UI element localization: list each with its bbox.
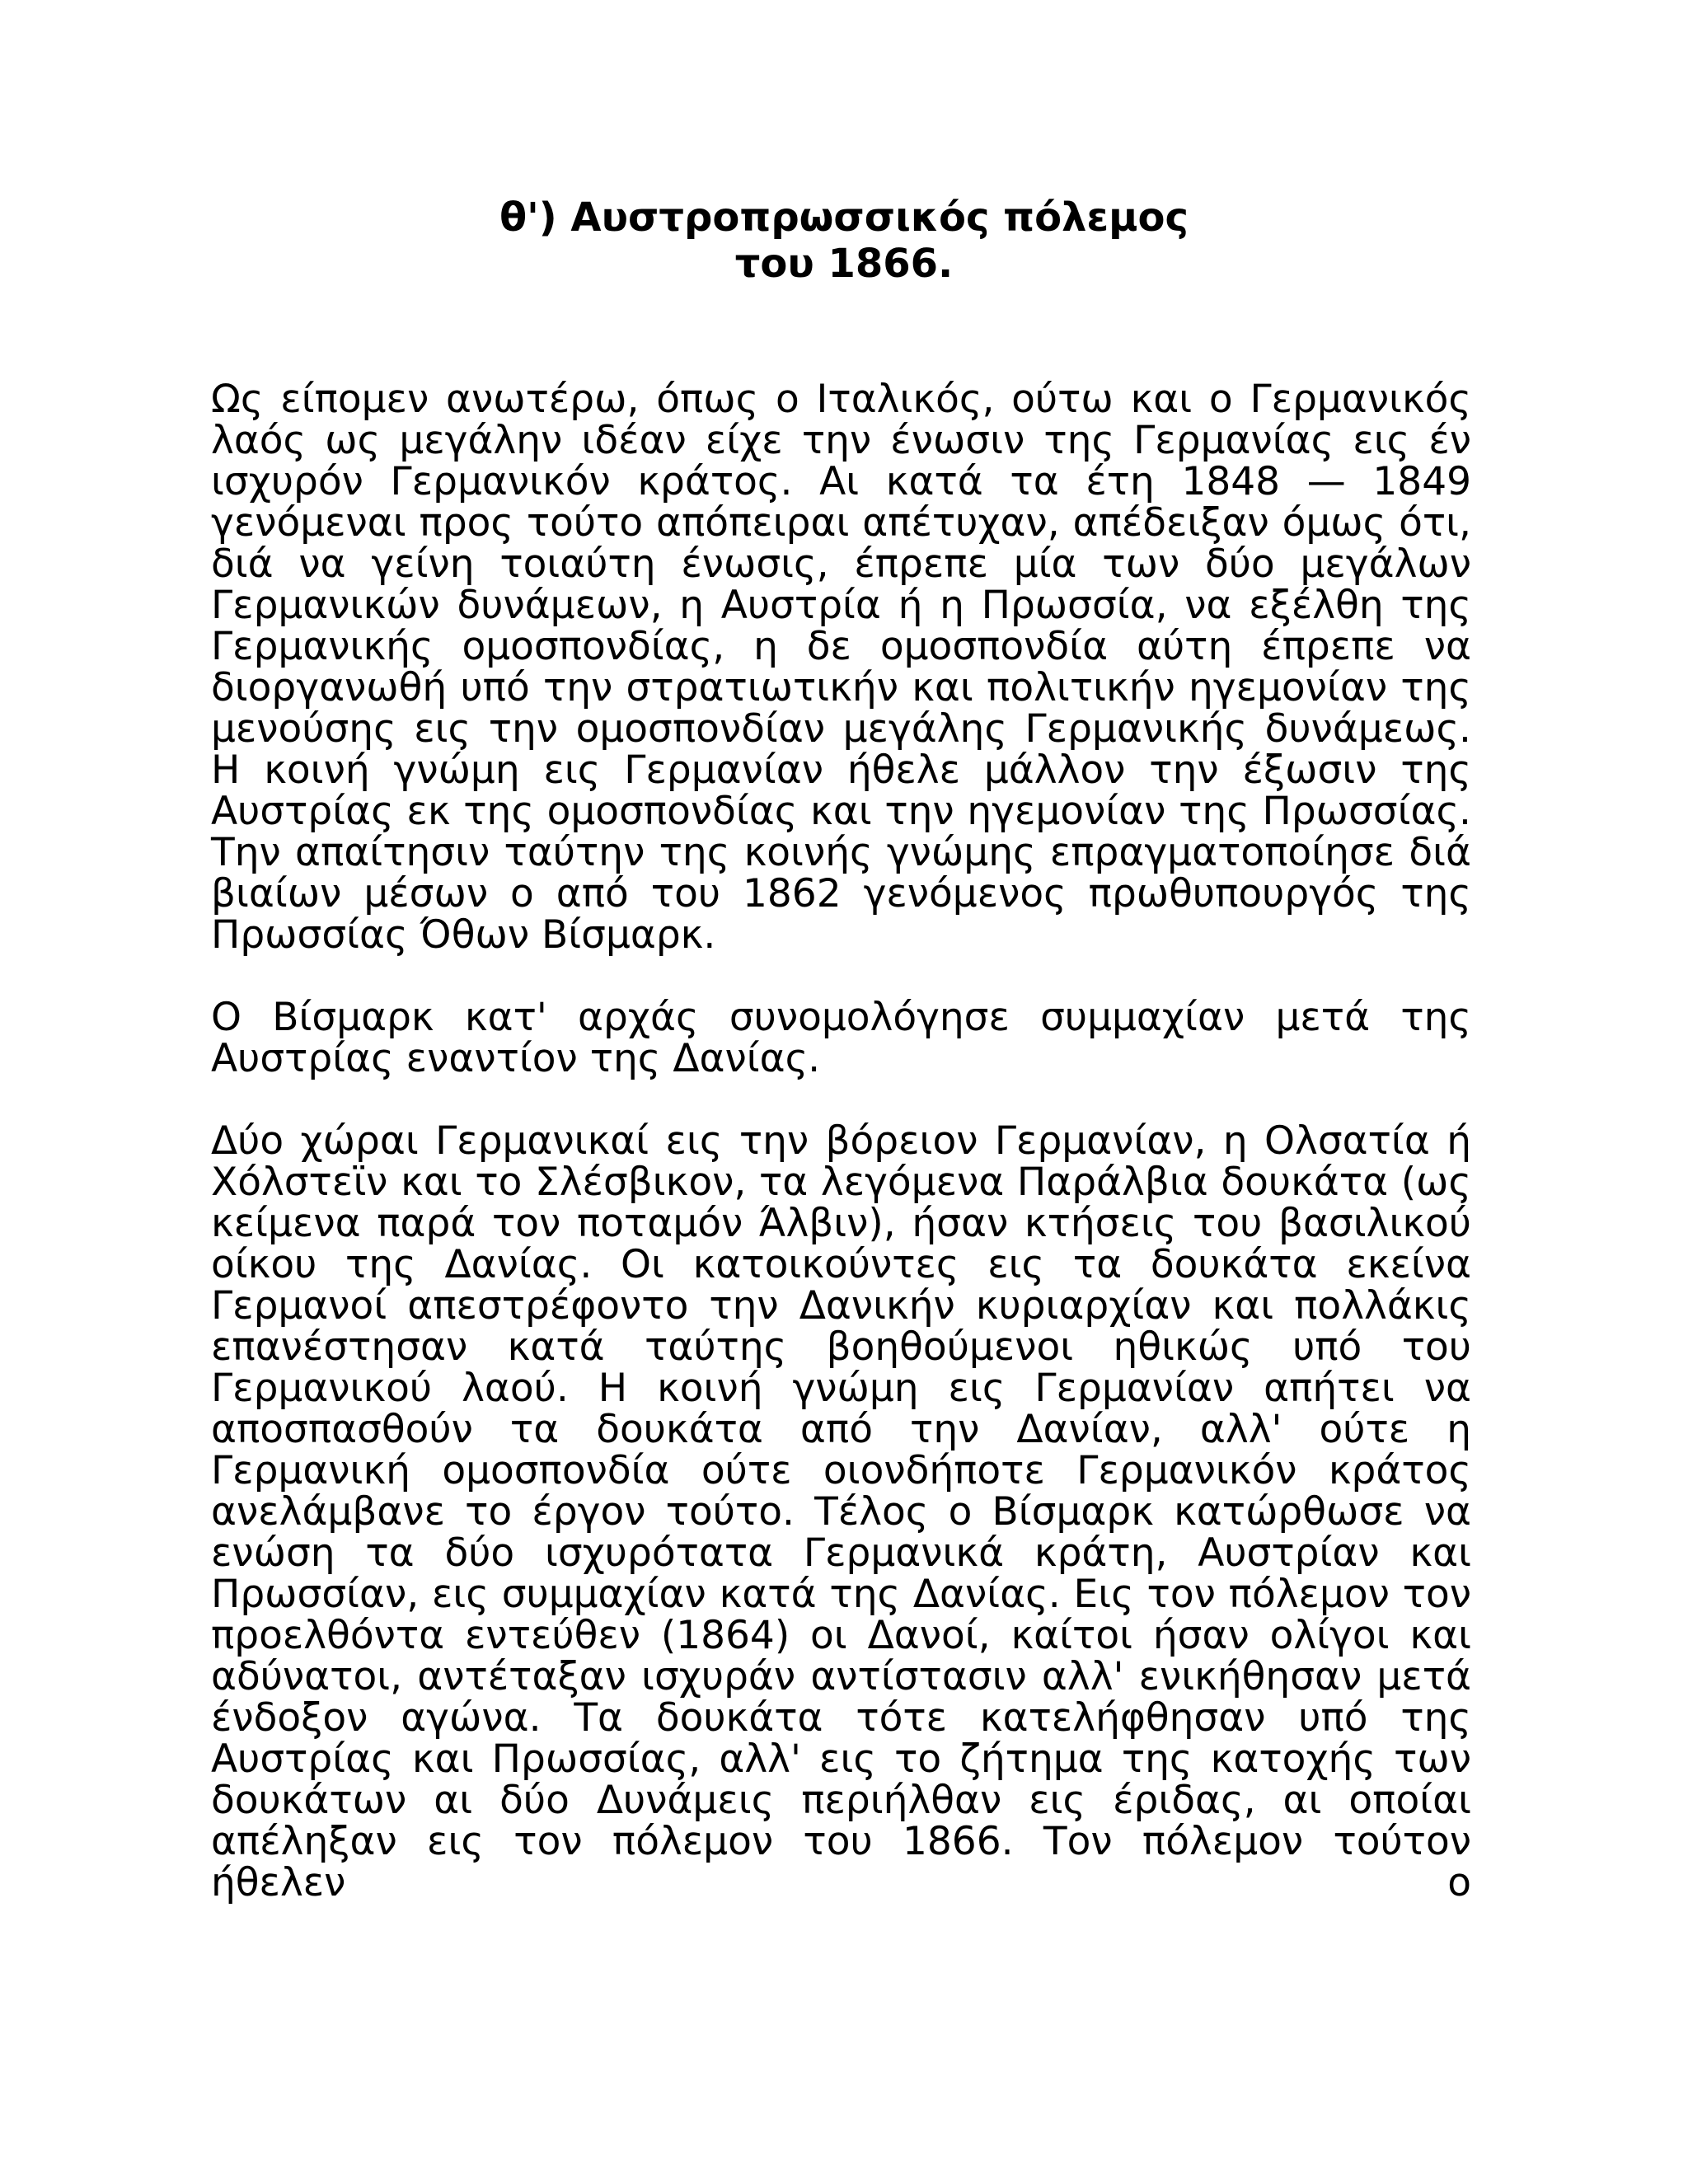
body-text	[211, 379, 1471, 1904]
paragraph-1: Ως είπομεν ανωτέρω, όπως ο Ιταλικός, ούτω και ο Γερμανικός λαός ως μεγάλην ιδέαν είχε την ένωσιν της Γερμανίας εις έν ισχυρόν Γερμανικόν κράτος. Αι κατά τα έτη 1848 — 1849 γενόμεναι προς τούτο απόπειραι απέτυχαν, απέδειξαν όμως ότι, διά να γείνη τοιαύτη ένωσις, έπρεπε μία των δύο μεγάλων Γερμανικών δυνάμεων, η Αυστρία ή η Πρωσσία, να εξέλθη της Γερμανικής ομοσπονδίας, η δε ομοσπονδία αύτη έπρεπε να διοργανωθή υπό την στρατιωτικήν και πολιτικήν ηγεμονίαν της μενούσης εις την ομοσπονδίαν μεγάλης Γερμανικής δυνάμεως. Η κοινή γνώμη εις Γερμανίαν ήθελε μάλλον την έξωσιν της Αυστρίας εκ της ομοσπονδίας και την ηγεμονίαν της Πρωσσίας. Την απαίτησιν ταύτην της κοινής γνώμης επραγματοποίησε διά βιαίων μέσων ο από του 1862 γενόμενος πρωθυπουργός της Πρωσσίας Όθων Βίσμαρκ.	[211, 377, 1471, 958]
paragraph-3: Δύο χώραι Γερμανικαί εις την βόρειον Γερμανίαν, η Ολσατία ή Χόλστεϊν και το Σλέσβικον, τα λεγόμενα Παράλβια δουκάτα (ως κείμενα παρά τον ποταμόν Άλβιν), ήσαν κτήσεις του βασιλικού οίκου της Δανίας. Οι κατοικούντες εις τα δουκάτα εκείνα Γερμανοί απεστρέφοντο την Δανικήν κυριαρχίαν και πολλάκις επανέστησαν κατά ταύτης βοηθούμενοι ηθικώς υπό του Γερμανικού λαού. Η κοινή γνώμη εις Γερμανίαν απήτει να αποσπασθούν τα δουκάτα από την Δανίαν, αλλ' ούτε η Γερμανική ομοσπονδία ούτε οιονδήποτε Γερμανικόν κράτος ανελάμβανε το έργον τούτο. Τέλος ο Βίσμαρκ κατώρθωσε να ενώση τα δύο ισχυρότατα Γερμανικά κράτη, Αυστρίαν και Πρωσσίαν, εις συμμαχίαν κατά της Δανίας. Εις τον πόλεμον τον προελθόντα εντεύθεν (1864) οι Δανοί, καίτοι ήσαν ολίγοι και αδύνατοι, αντέταξαν ισχυράν αντίστασιν αλλ' ενικήθησαν μετά ένδοξον αγώνα. Τα δουκάτα τότε κατελήφθησαν υπό της Αυστρίας και Πρωσσίας, αλλ' εις το ζήτημα της κατοχής των δουκάτων αι δύο Δυνάμεις περιήλθαν εις έριδας, αι οποίαι απέληξαν εις τον πόλεμον του 1866. Τον πόλεμον τούτον ήθελεν ο	[211, 1118, 1471, 1905]
paragraph-2: Ο Βίσμαρκ κατ' αρχάς συνομολόγησε συμμαχίαν μετά της Αυστρίας εναντίον της Δανίας.	[211, 995, 1471, 1081]
title-line-1: θ') Αυστροπρωσσικός πόλεμος	[499, 194, 1189, 241]
title-line-2: του 1866.	[734, 241, 954, 287]
page-title	[211, 194, 1477, 287]
